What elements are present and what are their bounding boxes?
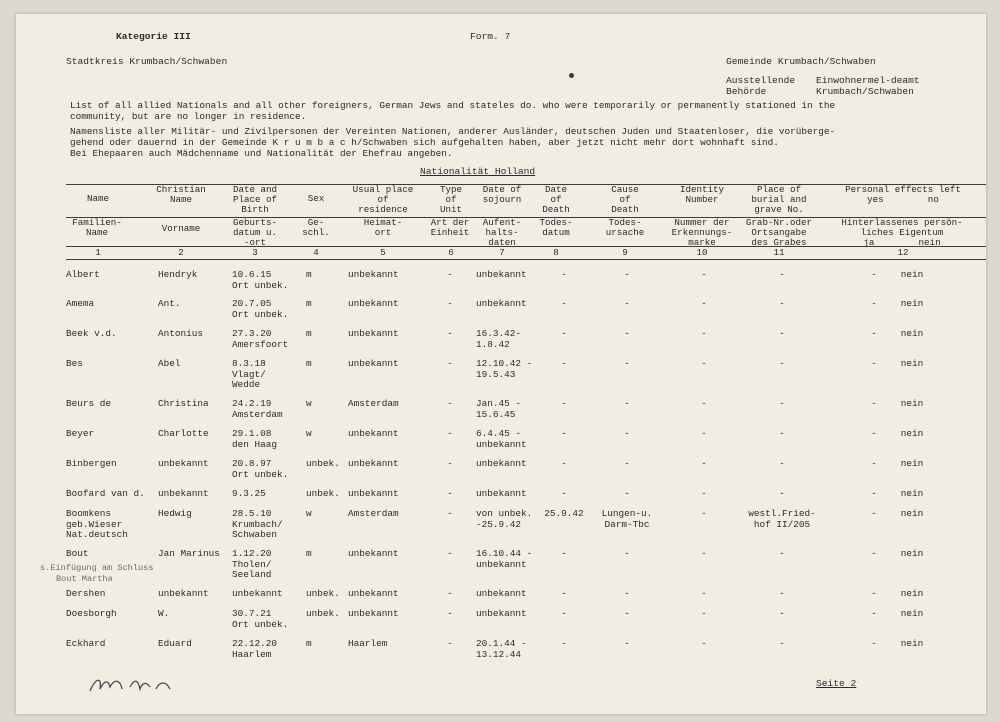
- col-num-6: 6: [448, 247, 454, 258]
- col-num-1: 1: [95, 247, 101, 258]
- cell-aufenthalt: unbekannt: [476, 588, 527, 599]
- cell-sex: w: [306, 398, 312, 409]
- stadtkreis-label: Stadtkreis Krumbach/Schwaben: [66, 56, 228, 67]
- cell-einheit: -: [447, 328, 453, 339]
- cell-name: Amema: [66, 298, 95, 309]
- cell-nein: nein: [900, 548, 924, 559]
- col-num-2: 2: [178, 247, 184, 258]
- cell-heimat: unbekannt: [348, 488, 399, 499]
- cell-ursache: -: [624, 358, 630, 369]
- cell-nr: -: [701, 458, 707, 469]
- cell-geb: unbekannt: [232, 588, 283, 599]
- cell-tod: -: [561, 298, 567, 309]
- cell-nr: -: [701, 328, 707, 339]
- cell-nr: -: [701, 358, 707, 369]
- cell-aufenthalt: 6.4.45 - unbekannt: [476, 428, 527, 450]
- col-num-8: 8: [553, 247, 559, 258]
- col-header-en-birth: Date and Place of Birth: [232, 184, 278, 215]
- cell-einheit: -: [447, 548, 453, 559]
- cell-einheit: -: [447, 269, 453, 280]
- col-header-de-einheit: Art der Einheit: [430, 217, 470, 238]
- cell-geb: 10.6.15 Ort unbek.: [232, 269, 289, 291]
- cell-name: Boomkens geb.Wieser Nat.deutsch: [66, 508, 128, 540]
- cell-ja: -: [871, 488, 877, 499]
- cell-nein: nein: [900, 428, 924, 439]
- cell-einheit: -: [447, 398, 453, 409]
- cell-ja: -: [871, 328, 877, 339]
- col-header-en-burial: Place of burial and grave No.: [751, 184, 807, 215]
- cell-nein: nein: [900, 508, 924, 519]
- cell-ja: -: [871, 358, 877, 369]
- cell-nein: nein: [900, 398, 924, 409]
- ausstellende-label: Ausstellende: [726, 75, 796, 86]
- cell-heimat: unbekannt: [348, 428, 399, 439]
- cell-sex: unbek.: [306, 588, 340, 599]
- signature-scribble: [86, 669, 186, 699]
- cell-name: Bes: [66, 358, 83, 369]
- cell-ursache: -: [624, 548, 630, 559]
- cell-ursache: -: [624, 638, 630, 649]
- cell-nein: nein: [900, 488, 924, 499]
- cell-nein: nein: [900, 458, 924, 469]
- cell-vorname: Charlotte: [158, 428, 209, 439]
- cell-vorname: Jan Marinus: [158, 548, 220, 559]
- cell-tod: -: [561, 269, 567, 280]
- cell-ja: -: [871, 458, 877, 469]
- cell-nr: -: [701, 548, 707, 559]
- krumbach-label: Krumbach/Schwaben: [816, 86, 914, 97]
- cell-sex: unbek.: [306, 608, 340, 619]
- cell-nr: -: [701, 588, 707, 599]
- col-header-de-grab: Grab-Nr.oder Ortsangabe des Grabes: [745, 217, 813, 248]
- cell-nr: -: [701, 488, 707, 499]
- cell-tod: -: [561, 328, 567, 339]
- col-num-11: 11: [773, 247, 785, 258]
- cell-einheit: -: [447, 358, 453, 369]
- cell-geb: 20.7.05 Ort unbek.: [232, 298, 289, 320]
- cell-nr: -: [701, 608, 707, 619]
- col-num-3: 3: [252, 247, 258, 258]
- col-num-12: 12: [897, 247, 909, 258]
- cell-aufenthalt: unbekannt: [476, 269, 527, 280]
- cell-name: Boofard van d.: [66, 488, 145, 499]
- cell-sex: m: [306, 358, 312, 369]
- cell-tod: -: [561, 428, 567, 439]
- document-page: [16, 14, 986, 714]
- cell-ursache: -: [624, 398, 630, 409]
- cell-name: Dershen: [66, 588, 106, 599]
- cell-ursache: -: [624, 298, 630, 309]
- cell-aufenthalt: Jan.45 - 15.6.45: [476, 398, 522, 420]
- cell-ja: -: [871, 269, 877, 280]
- cell-ja: -: [871, 428, 877, 439]
- cell-aufenthalt: unbekannt: [476, 488, 527, 499]
- cell-geb: 8.3.18 Vlagt/ Wedde: [232, 358, 266, 390]
- cell-ja: -: [871, 608, 877, 619]
- cell-nr: -: [701, 638, 707, 649]
- nationality-title: Nationalität Holland: [420, 166, 536, 177]
- col-num-5: 5: [380, 247, 386, 258]
- col-header-en-residence: Usual place of residence: [352, 184, 414, 215]
- cell-geb: 30.7.21 Ort unbek.: [232, 608, 289, 630]
- cell-grab: -: [779, 328, 785, 339]
- cell-heimat: unbekannt: [348, 298, 399, 309]
- cell-sex: m: [306, 548, 312, 559]
- gemeinde-label: Gemeinde Krumbach/Schwaben: [726, 56, 876, 67]
- cell-grab: -: [779, 428, 785, 439]
- behoerde-label: Behörde: [726, 86, 767, 97]
- cell-tod: -: [561, 588, 567, 599]
- cell-einheit: -: [447, 488, 453, 499]
- col-header-de-geburt: Geburts- datum u. -ort: [232, 217, 278, 248]
- intro-de-line-2: gehend oder dauernd in der Gemeinde K r u m b a c h/Schwaben sich aufgehalten haben, aber jetzt nicht mehr dort wohnhaft sind.: [70, 137, 779, 148]
- cell-ja: -: [871, 588, 877, 599]
- pencil-note-line-1: s.Einfügung am Schluss: [40, 563, 154, 573]
- cell-geb: 1.12.20 Tholen/ Seeland: [232, 548, 272, 580]
- cell-aufenthalt: unbekannt: [476, 458, 527, 469]
- cell-vorname: unbekannt: [158, 488, 209, 499]
- cell-grab: -: [779, 608, 785, 619]
- cell-sex: w: [306, 508, 312, 519]
- cell-sex: w: [306, 428, 312, 439]
- cell-tod: -: [561, 488, 567, 499]
- cell-grab: -: [779, 398, 785, 409]
- col-num-10: 10: [696, 247, 708, 258]
- cell-name: Doesborgh: [66, 608, 117, 619]
- col-header-en-sojourn: Date of sojourn: [482, 184, 522, 205]
- cell-ursache: -: [624, 588, 630, 599]
- cell-geb: 28.5.10 Krumbach/ Schwaben: [232, 508, 283, 540]
- cell-heimat: Amsterdam: [348, 508, 399, 519]
- cell-aufenthalt: 20.1.44 - 13.12.44: [476, 638, 527, 660]
- col-header-en-death-date: Date of Death: [542, 184, 570, 215]
- cell-ursache: -: [624, 269, 630, 280]
- col-header-en-christian: Christian Name: [156, 184, 206, 205]
- cell-vorname: Hedwig: [158, 508, 192, 519]
- cell-tod: -: [561, 548, 567, 559]
- intro-en-line-2: community, but are no longer in residence.: [70, 111, 307, 122]
- cell-sex: unbek.: [306, 458, 340, 469]
- cell-vorname: Eduard: [158, 638, 192, 649]
- cell-sex: m: [306, 298, 312, 309]
- col-header-de-heimat: Heimat- ort: [363, 217, 403, 238]
- cell-tod: 25.9.42: [544, 508, 584, 519]
- cell-aufenthalt: 12.10.42 - 19.5.43: [476, 358, 533, 380]
- cell-ursache: -: [624, 458, 630, 469]
- cell-grab: -: [779, 548, 785, 559]
- col-header-en-unit: Type of Unit: [439, 184, 463, 215]
- col-header-de-erkennung: Nummer der Erkennungs- marke: [671, 217, 733, 248]
- cell-grab: -: [779, 269, 785, 280]
- col-header-de-geschl: Ge- schl.: [302, 217, 330, 238]
- cell-tod: -: [561, 608, 567, 619]
- cell-nr: -: [701, 428, 707, 439]
- cell-ursache: -: [624, 488, 630, 499]
- col-header-de-todesdatum: Todes- datum: [539, 217, 573, 238]
- kategorie-label: Kategorie III: [116, 31, 191, 42]
- cell-aufenthalt: 16.3.42- 1.8.42: [476, 328, 522, 350]
- cell-tod: -: [561, 358, 567, 369]
- cell-vorname: Christina: [158, 398, 209, 409]
- cell-einheit: -: [447, 458, 453, 469]
- cell-name: Beek v.d.: [66, 328, 117, 339]
- cell-einheit: -: [447, 608, 453, 619]
- cell-geb: 27.3.20 Amersfoort: [232, 328, 289, 350]
- cell-einheit: -: [447, 298, 453, 309]
- cell-geb: 9.3.25: [232, 488, 266, 499]
- cell-vorname: Ant.: [158, 298, 181, 309]
- cell-geb: 22.12.20 Haarlem: [232, 638, 278, 660]
- col-header-de-eigentum: Hinterlassenes persön- liches Eigentum ja nein: [841, 217, 963, 248]
- cell-ja: -: [871, 508, 877, 519]
- col-header-de-todesursache: Todes- ursache: [605, 217, 645, 238]
- cell-grab: -: [779, 638, 785, 649]
- cell-grab: -: [779, 458, 785, 469]
- cell-nein: nein: [900, 298, 924, 309]
- cell-nein: nein: [900, 638, 924, 649]
- cell-vorname: Hendryk: [158, 269, 198, 280]
- cell-aufenthalt: von unbek. -25.9.42: [476, 508, 533, 530]
- cell-sex: m: [306, 269, 312, 280]
- cell-grab: westl.Fried- hof II/205: [748, 508, 816, 530]
- cell-heimat: Amsterdam: [348, 398, 399, 409]
- pencil-note-line-2: Bout Martha: [56, 574, 113, 584]
- col-num-7: 7: [499, 247, 505, 258]
- col-header-en-identity: Identity Number: [679, 184, 725, 205]
- einwohnermeldeamt-label: Einwohnermel-deamt: [816, 75, 920, 86]
- cell-heimat: unbekannt: [348, 608, 399, 619]
- cell-geb: 29.1.08 den Haag: [232, 428, 278, 450]
- cell-sex: m: [306, 638, 312, 649]
- cell-nein: nein: [900, 269, 924, 280]
- cell-aufenthalt: 16.10.44 - unbekannt: [476, 548, 533, 570]
- cell-vorname: unbekannt: [158, 458, 209, 469]
- col-header-de-aufenthalt: Aufent- halts- daten: [482, 217, 522, 248]
- cell-name: Eckhard: [66, 638, 106, 649]
- cell-ursache: -: [624, 608, 630, 619]
- cell-vorname: unbekannt: [158, 588, 209, 599]
- intro-en-line-1: List of all allied Nationals and all other foreigners, German Jews and stateles do. who were temporarily or permanently stationed in the: [70, 100, 836, 111]
- cell-name: Bout: [66, 548, 89, 559]
- cell-grab: -: [779, 358, 785, 369]
- cell-tod: -: [561, 398, 567, 409]
- cell-einheit: -: [447, 428, 453, 439]
- punch-mark: [569, 73, 574, 78]
- cell-heimat: unbekannt: [348, 328, 399, 339]
- cell-vorname: Antonius: [158, 328, 204, 339]
- cell-heimat: unbekannt: [348, 548, 399, 559]
- col-header-de-name: Familien- Name: [72, 217, 122, 238]
- cell-aufenthalt: unbekannt: [476, 608, 527, 619]
- cell-einheit: -: [447, 588, 453, 599]
- cell-grab: -: [779, 588, 785, 599]
- cell-einheit: -: [447, 638, 453, 649]
- cell-ursache: -: [624, 428, 630, 439]
- cell-sex: m: [306, 328, 312, 339]
- cell-nein: nein: [900, 358, 924, 369]
- col-header-en-effects: Personal effects left yes no: [845, 184, 961, 205]
- cell-heimat: unbekannt: [348, 269, 399, 280]
- cell-ja: -: [871, 548, 877, 559]
- cell-nr: -: [701, 508, 707, 519]
- cell-name: Binbergen: [66, 458, 117, 469]
- page-number: Seite 2: [816, 678, 857, 689]
- cell-geb: 24.2.19 Amsterdam: [232, 398, 283, 420]
- cell-nr: -: [701, 298, 707, 309]
- cell-nein: nein: [900, 608, 924, 619]
- col-header-en-death-cause: Cause of Death: [611, 184, 639, 215]
- cell-ja: -: [871, 638, 877, 649]
- cell-nr: -: [701, 398, 707, 409]
- intro-de-line-3: Bei Ehepaaren auch Mädchenname und Nationalität der Ehefrau angeben.: [70, 148, 453, 159]
- cell-heimat: unbekannt: [348, 458, 399, 469]
- cell-name: Beyer: [66, 428, 95, 439]
- cell-vorname: W.: [158, 608, 170, 619]
- col-header-en-name: Name: [86, 193, 110, 204]
- table-rule-num-bottom: [66, 259, 986, 260]
- cell-heimat: unbekannt: [348, 358, 399, 369]
- cell-heimat: Haarlem: [348, 638, 388, 649]
- col-num-9: 9: [622, 247, 628, 258]
- cell-vorname: Abel: [158, 358, 181, 369]
- cell-tod: -: [561, 638, 567, 649]
- cell-nein: nein: [900, 588, 924, 599]
- col-num-4: 4: [313, 247, 319, 258]
- cell-sex: unbek.: [306, 488, 340, 499]
- cell-tod: -: [561, 458, 567, 469]
- intro-de-line-1: Namensliste aller Militär- und Zivilpersonen der Vereinten Nationen, anderer Ausländer, deutschen Juden und Staatenloser, die vorüberge-: [70, 126, 836, 137]
- cell-name: Beurs de: [66, 398, 112, 409]
- cell-ursache: -: [624, 328, 630, 339]
- cell-ursache: Lungen-u. Darm-Tbc: [601, 508, 653, 530]
- cell-ja: -: [871, 398, 877, 409]
- col-header-en-sex: Sex: [307, 193, 325, 204]
- cell-einheit: -: [447, 508, 453, 519]
- cell-ja: -: [871, 298, 877, 309]
- cell-nein: nein: [900, 328, 924, 339]
- col-header-de-vorname: Vorname: [161, 223, 201, 234]
- cell-grab: -: [779, 488, 785, 499]
- form-number: Form. 7: [470, 31, 511, 42]
- cell-aufenthalt: unbekannt: [476, 298, 527, 309]
- cell-name: Albert: [66, 269, 100, 280]
- cell-nr: -: [701, 269, 707, 280]
- cell-heimat: unbekannt: [348, 588, 399, 599]
- cell-geb: 20.8.97 Ort unbek.: [232, 458, 289, 480]
- cell-grab: -: [779, 298, 785, 309]
